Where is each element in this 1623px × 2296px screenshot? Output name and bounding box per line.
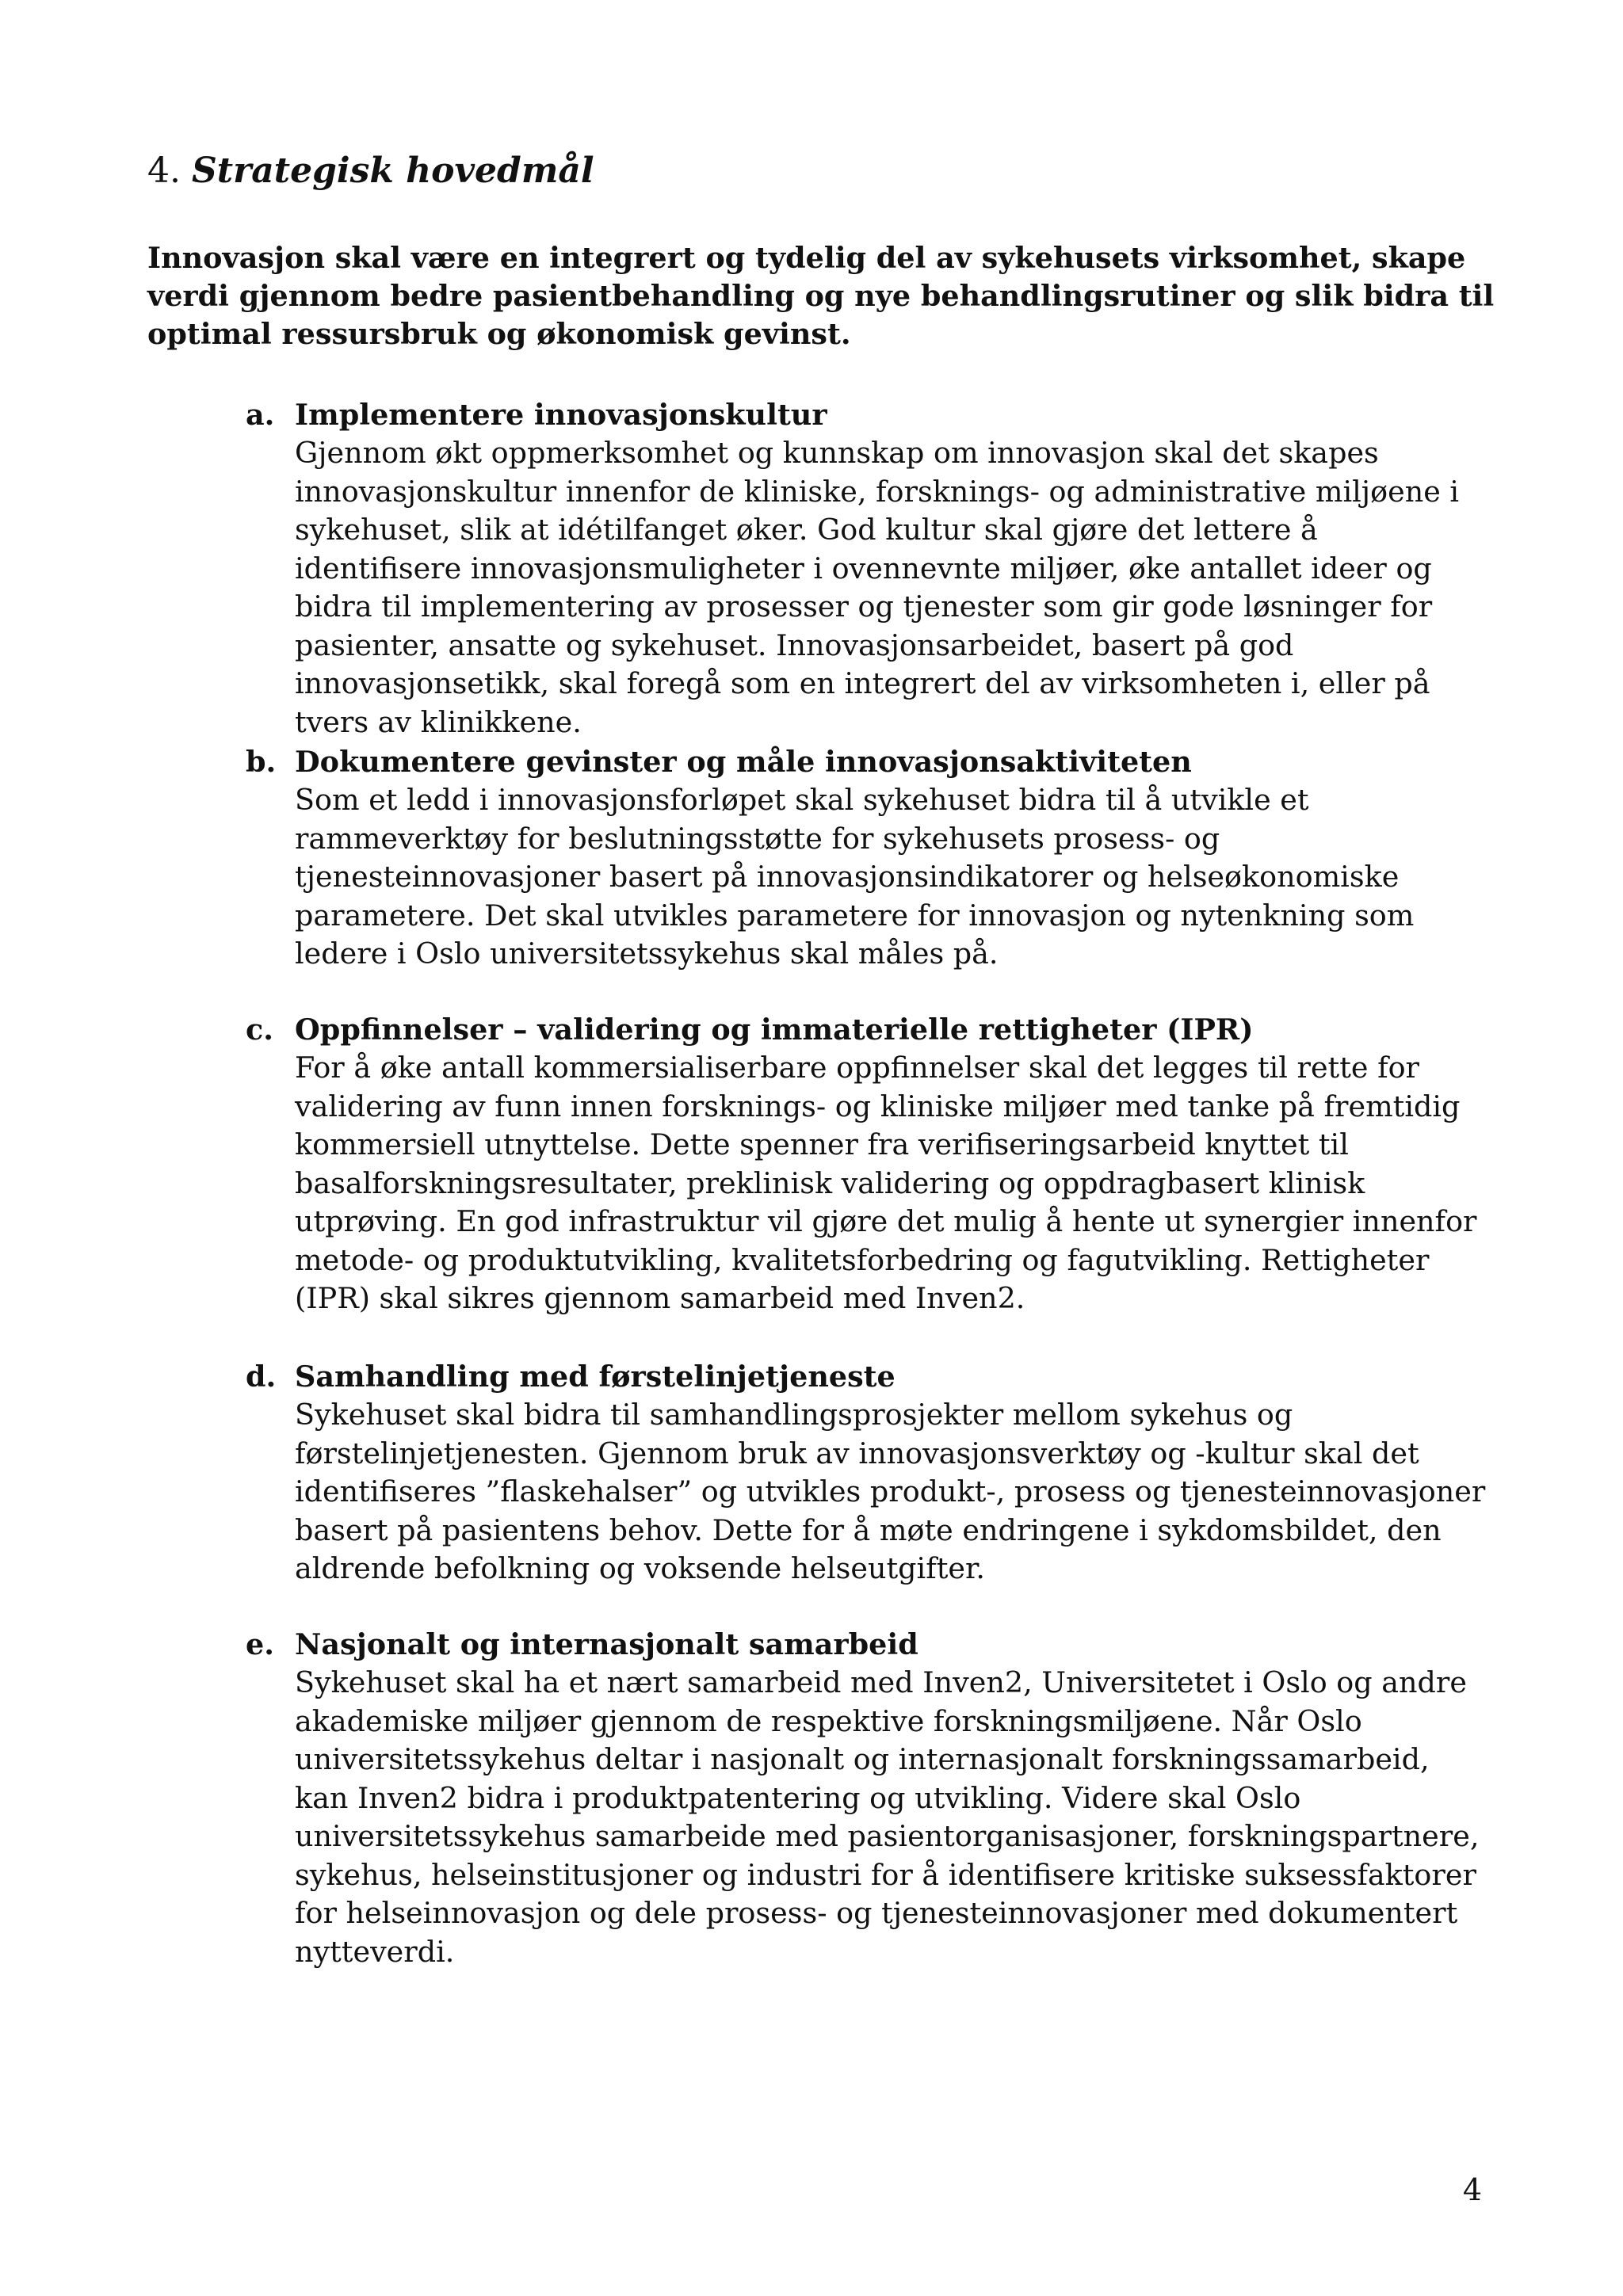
section-body: For å øke antall kommersialiserbare oppfinnelser skal det legges til rette for validering av funn innen forsknings- og kliniske miljøer med tanke på fremtidig kommersiell utnyttelse. Dette spenner fra verifiseringsarbeid knyttet til basalforskningsresultater, preklinisk validering og oppdragbasert klinisk utprøving. En god infrastruktur vil gjøre det mulig å hente ut synergier innenfor metode- og produktutvikling, kvalitetsforbedring og fagutvikling. Rettigheter (IPR) skal sikres gjennom samarbeid med Inven2. (295, 1051, 1477, 1315)
section-title: Samhandling med førstelinjetjeneste (295, 1360, 896, 1394)
section-title: Dokumentere gevinster og måle innovasjonsaktiviteten (295, 745, 1192, 779)
heading-number: 4. (147, 151, 181, 191)
section-title: Implementere innovasjonskultur (295, 398, 827, 432)
section-body: Sykehuset skal bidra til samhandlingsprosjekter mellom sykehus og førstelinjetjenesten. Gjennom bruk av innovasjonsverktøy og -kultur skal det identifiseres ”flaskehalser” og utvikles produkt-, prosess og tjenesteinnovasjoner basert på pasientens behov. Dette for å møte endringene i sykdomsbildet, den aldrende befolkning og voksende helseutgifter. (295, 1398, 1486, 1585)
section-marker: d. (246, 1360, 277, 1394)
section-marker: e. (246, 1627, 274, 1661)
section-body: Som et ledd i innovasjonsforløpet skal sykehuset bidra til å utvikle et rammeverktøy for beslutningsstøtte for sykehusets prosess- og tjenesteinnovasjoner basert på innovasjonsindikatorer og helseøkonomiske parametere. Det skal utvikles parametere for innovasjon og nytenkning som ledere i Oslo universitetssykehus skal måles på. (295, 783, 1415, 971)
intro-paragraph: Innovasjon skal være en integrert og tydelig del av sykehusets virksomhet, skape verdi gjennom bedre pasientbehandling og nye behandlingsrutiner og slik bidra til optimal ressursbruk og økonomisk gevinst. (147, 241, 1495, 351)
section-title: Nasjonalt og internasjonalt samarbeid (295, 1627, 918, 1661)
page-number: 4 (1462, 2172, 1482, 2207)
section-title: Oppfinnelser – validering og immaterielle rettigheter (IPR) (295, 1013, 1254, 1047)
section-marker: c. (246, 1013, 273, 1047)
section-body: Sykehuset skal ha et nært samarbeid med Inven2, Universitetet i Oslo og andre akademiske miljøer gjennom de respektive forskningsmiljøene. Når Oslo universitetssykehus deltar i nasjonalt og internasjonalt forskningssamarbeid, kan Inven2 bidra i produktpatentering og utvikling. Videre skal Oslo universitetssykehus samarbeide med pasientorganisasjoner, forskningspartnere, sykehus, helseinstitusjoner og industri for å identifisere kritiske suksessfaktorer for helseinnovasjon og dele prosess- og tjenesteinnovasjoner med dokumentert nytteverdi. (295, 1665, 1480, 1969)
section-body: Gjennom økt oppmerksomhet og kunnskap om innovasjon skal det skapes innovasjonskultur innenfor de kliniske, forsknings- og administrative miljøene i sykehuset, slik at idétilfanget øker. God kultur skal gjøre det lettere å identifisere innovasjonsmuligheter i ovennevnte miljøer, øke antallet ideer og bidra til implementering av prosesser og tjenester som gir gode løsninger for pasienter, ansatte og sykehuset. Innovasjonsarbeidet, basert på god innovasjonsetikk, skal foregå som en integrert del av virksomheten i, eller på tvers av klinikkene. (295, 436, 1460, 739)
section-heading (147, 147, 594, 195)
section-marker: b. (246, 745, 277, 779)
section-marker: a. (246, 398, 275, 432)
heading-title: Strategisk hovedmål (191, 151, 594, 191)
